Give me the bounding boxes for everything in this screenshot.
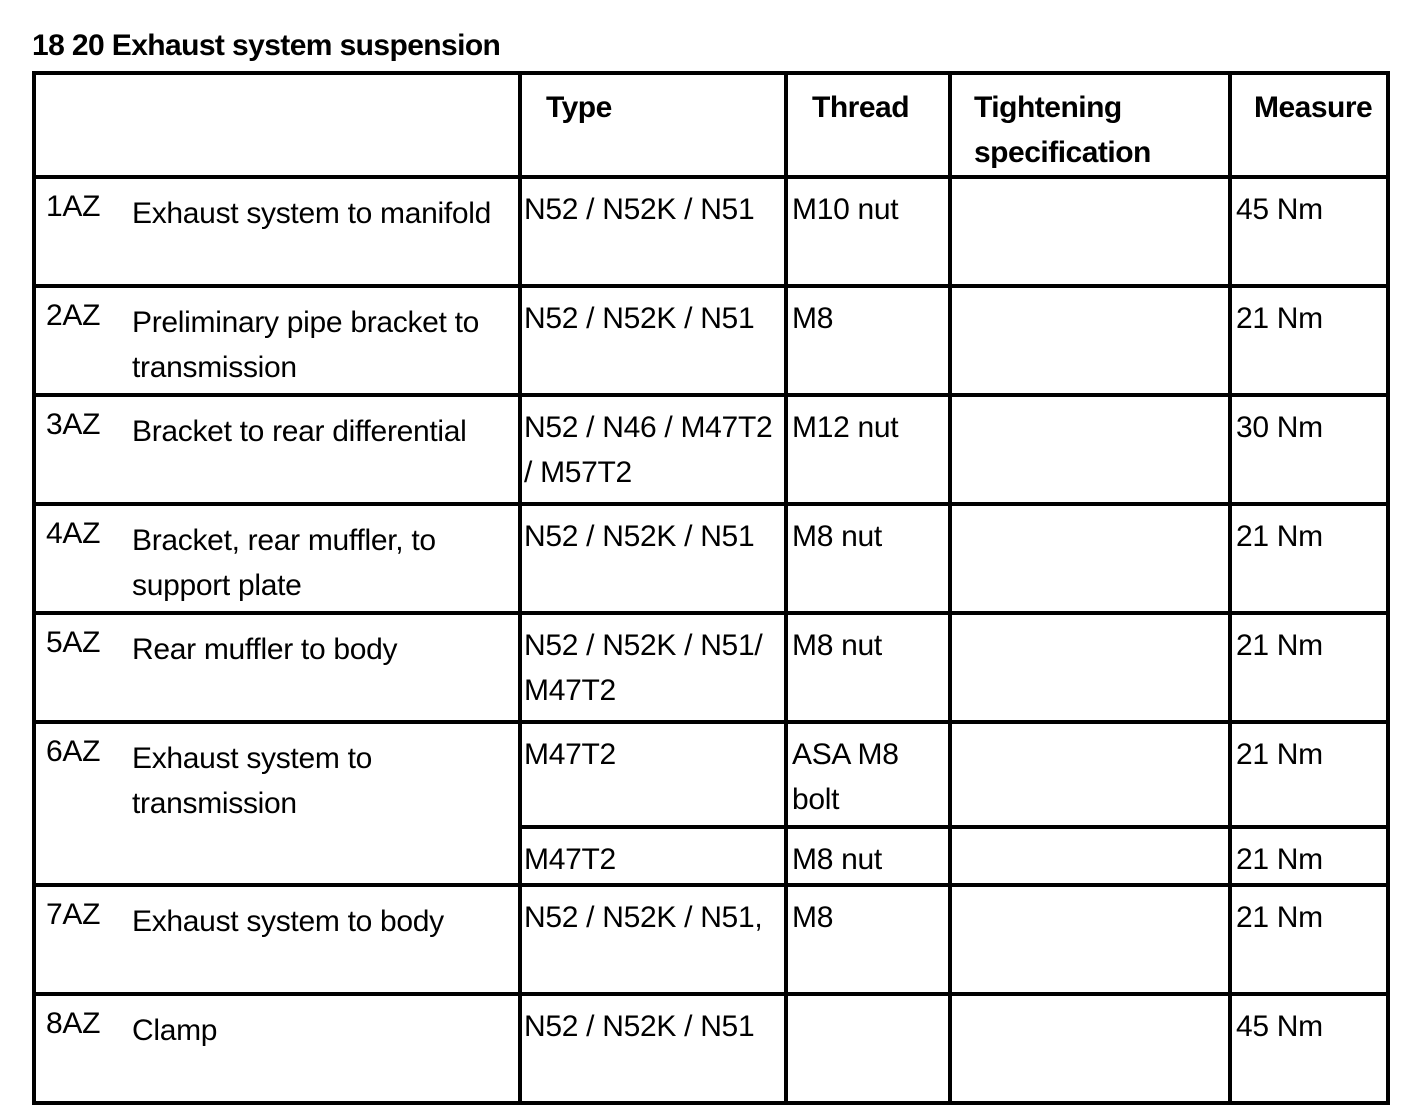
- item-cell: [34, 177, 520, 286]
- measure-cell: 45 Nm: [1230, 177, 1388, 286]
- table-row: [34, 613, 1388, 722]
- item-description: Clamp: [132, 1014, 218, 1047]
- thread-cell: M8 nut: [786, 504, 950, 613]
- item-code: 4AZ: [46, 517, 101, 550]
- table-row: [34, 504, 1388, 613]
- type-cell: N52 / N52K / N51: [520, 286, 786, 395]
- item-cell: [34, 504, 520, 613]
- item-description: Rear muffler to body: [132, 633, 398, 666]
- table-header-row: [34, 73, 1388, 177]
- type-cell: M47T2: [520, 827, 786, 885]
- type-cell: N52 / N52K / N51/ M47T2: [520, 613, 786, 722]
- item-cell: [34, 395, 520, 504]
- type-cell: N52 / N52K / N51: [520, 177, 786, 286]
- item-description: Preliminary pipe bracket to transmission: [132, 306, 480, 384]
- table-row: [34, 177, 1388, 286]
- item-description: Exhaust system to manifold: [132, 197, 492, 230]
- table-row: [34, 994, 1388, 1103]
- measure-cell: 21 Nm: [1230, 722, 1388, 827]
- header-blank: [34, 73, 520, 177]
- table-row: [34, 885, 1388, 994]
- thread-cell: M8 nut: [786, 613, 950, 722]
- measure-cell: 30 Nm: [1230, 395, 1388, 504]
- table-row: [34, 395, 1388, 504]
- thread-cell: M8: [786, 885, 950, 994]
- type-cell: N52 / N52K / N51,: [520, 885, 786, 994]
- item-code: 2AZ: [46, 299, 101, 332]
- thread-cell: M12 nut: [786, 395, 950, 504]
- thread-cell: ASA M8 bolt: [786, 722, 950, 827]
- tightening-cell: [950, 885, 1230, 994]
- header-tightening-specification: Tightening specification: [950, 73, 1230, 177]
- thread-cell: M10 nut: [786, 177, 950, 286]
- page-title: 18 20 Exhaust system suspension: [32, 29, 501, 62]
- thread-cell: [786, 994, 950, 1103]
- item-code: 1AZ: [46, 190, 101, 223]
- tightening-cell: [950, 994, 1230, 1103]
- tightening-cell: [950, 395, 1230, 504]
- tightening-cell: [950, 827, 1230, 885]
- measure-cell: 21 Nm: [1230, 504, 1388, 613]
- measure-cell: 45 Nm: [1230, 994, 1388, 1103]
- table-row: [34, 722, 1388, 827]
- item-description: Exhaust system to body: [132, 905, 444, 938]
- measure-cell: 21 Nm: [1230, 827, 1388, 885]
- item-code: 3AZ: [46, 408, 101, 441]
- type-cell: N52 / N52K / N51: [520, 504, 786, 613]
- table-row: [34, 286, 1388, 395]
- header-type: Type: [520, 73, 786, 177]
- tightening-cell: [950, 286, 1230, 395]
- header-thread: Thread: [786, 73, 950, 177]
- item-description: Exhaust system to transmission: [132, 742, 372, 820]
- header-measure: Measure: [1230, 73, 1388, 177]
- item-description: Bracket, rear muffler, to support plate: [132, 524, 436, 602]
- measure-cell: 21 Nm: [1230, 613, 1388, 722]
- type-cell: N52 / N46 / M47T2 / M57T2: [520, 395, 786, 504]
- tightening-cell: [950, 722, 1230, 827]
- item-cell: [34, 286, 520, 395]
- measure-cell: 21 Nm: [1230, 286, 1388, 395]
- item-description: Bracket to rear differential: [132, 415, 467, 448]
- tightening-cell: [950, 504, 1230, 613]
- thread-cell: M8: [786, 286, 950, 395]
- type-cell: N52 / N52K / N51: [520, 994, 786, 1103]
- tightening-cell: [950, 177, 1230, 286]
- item-cell: [34, 722, 520, 885]
- item-code: 5AZ: [46, 626, 101, 659]
- item-code: 8AZ: [46, 1007, 101, 1040]
- item-cell: [34, 613, 520, 722]
- tightening-spec-table: [32, 71, 1390, 1105]
- thread-cell: M8 nut: [786, 827, 950, 885]
- item-cell: [34, 994, 520, 1103]
- item-code: 6AZ: [46, 735, 101, 768]
- item-code: 7AZ: [46, 898, 101, 931]
- type-cell: M47T2: [520, 722, 786, 827]
- tightening-cell: [950, 613, 1230, 722]
- item-cell: [34, 885, 520, 994]
- measure-cell: 21 Nm: [1230, 885, 1388, 994]
